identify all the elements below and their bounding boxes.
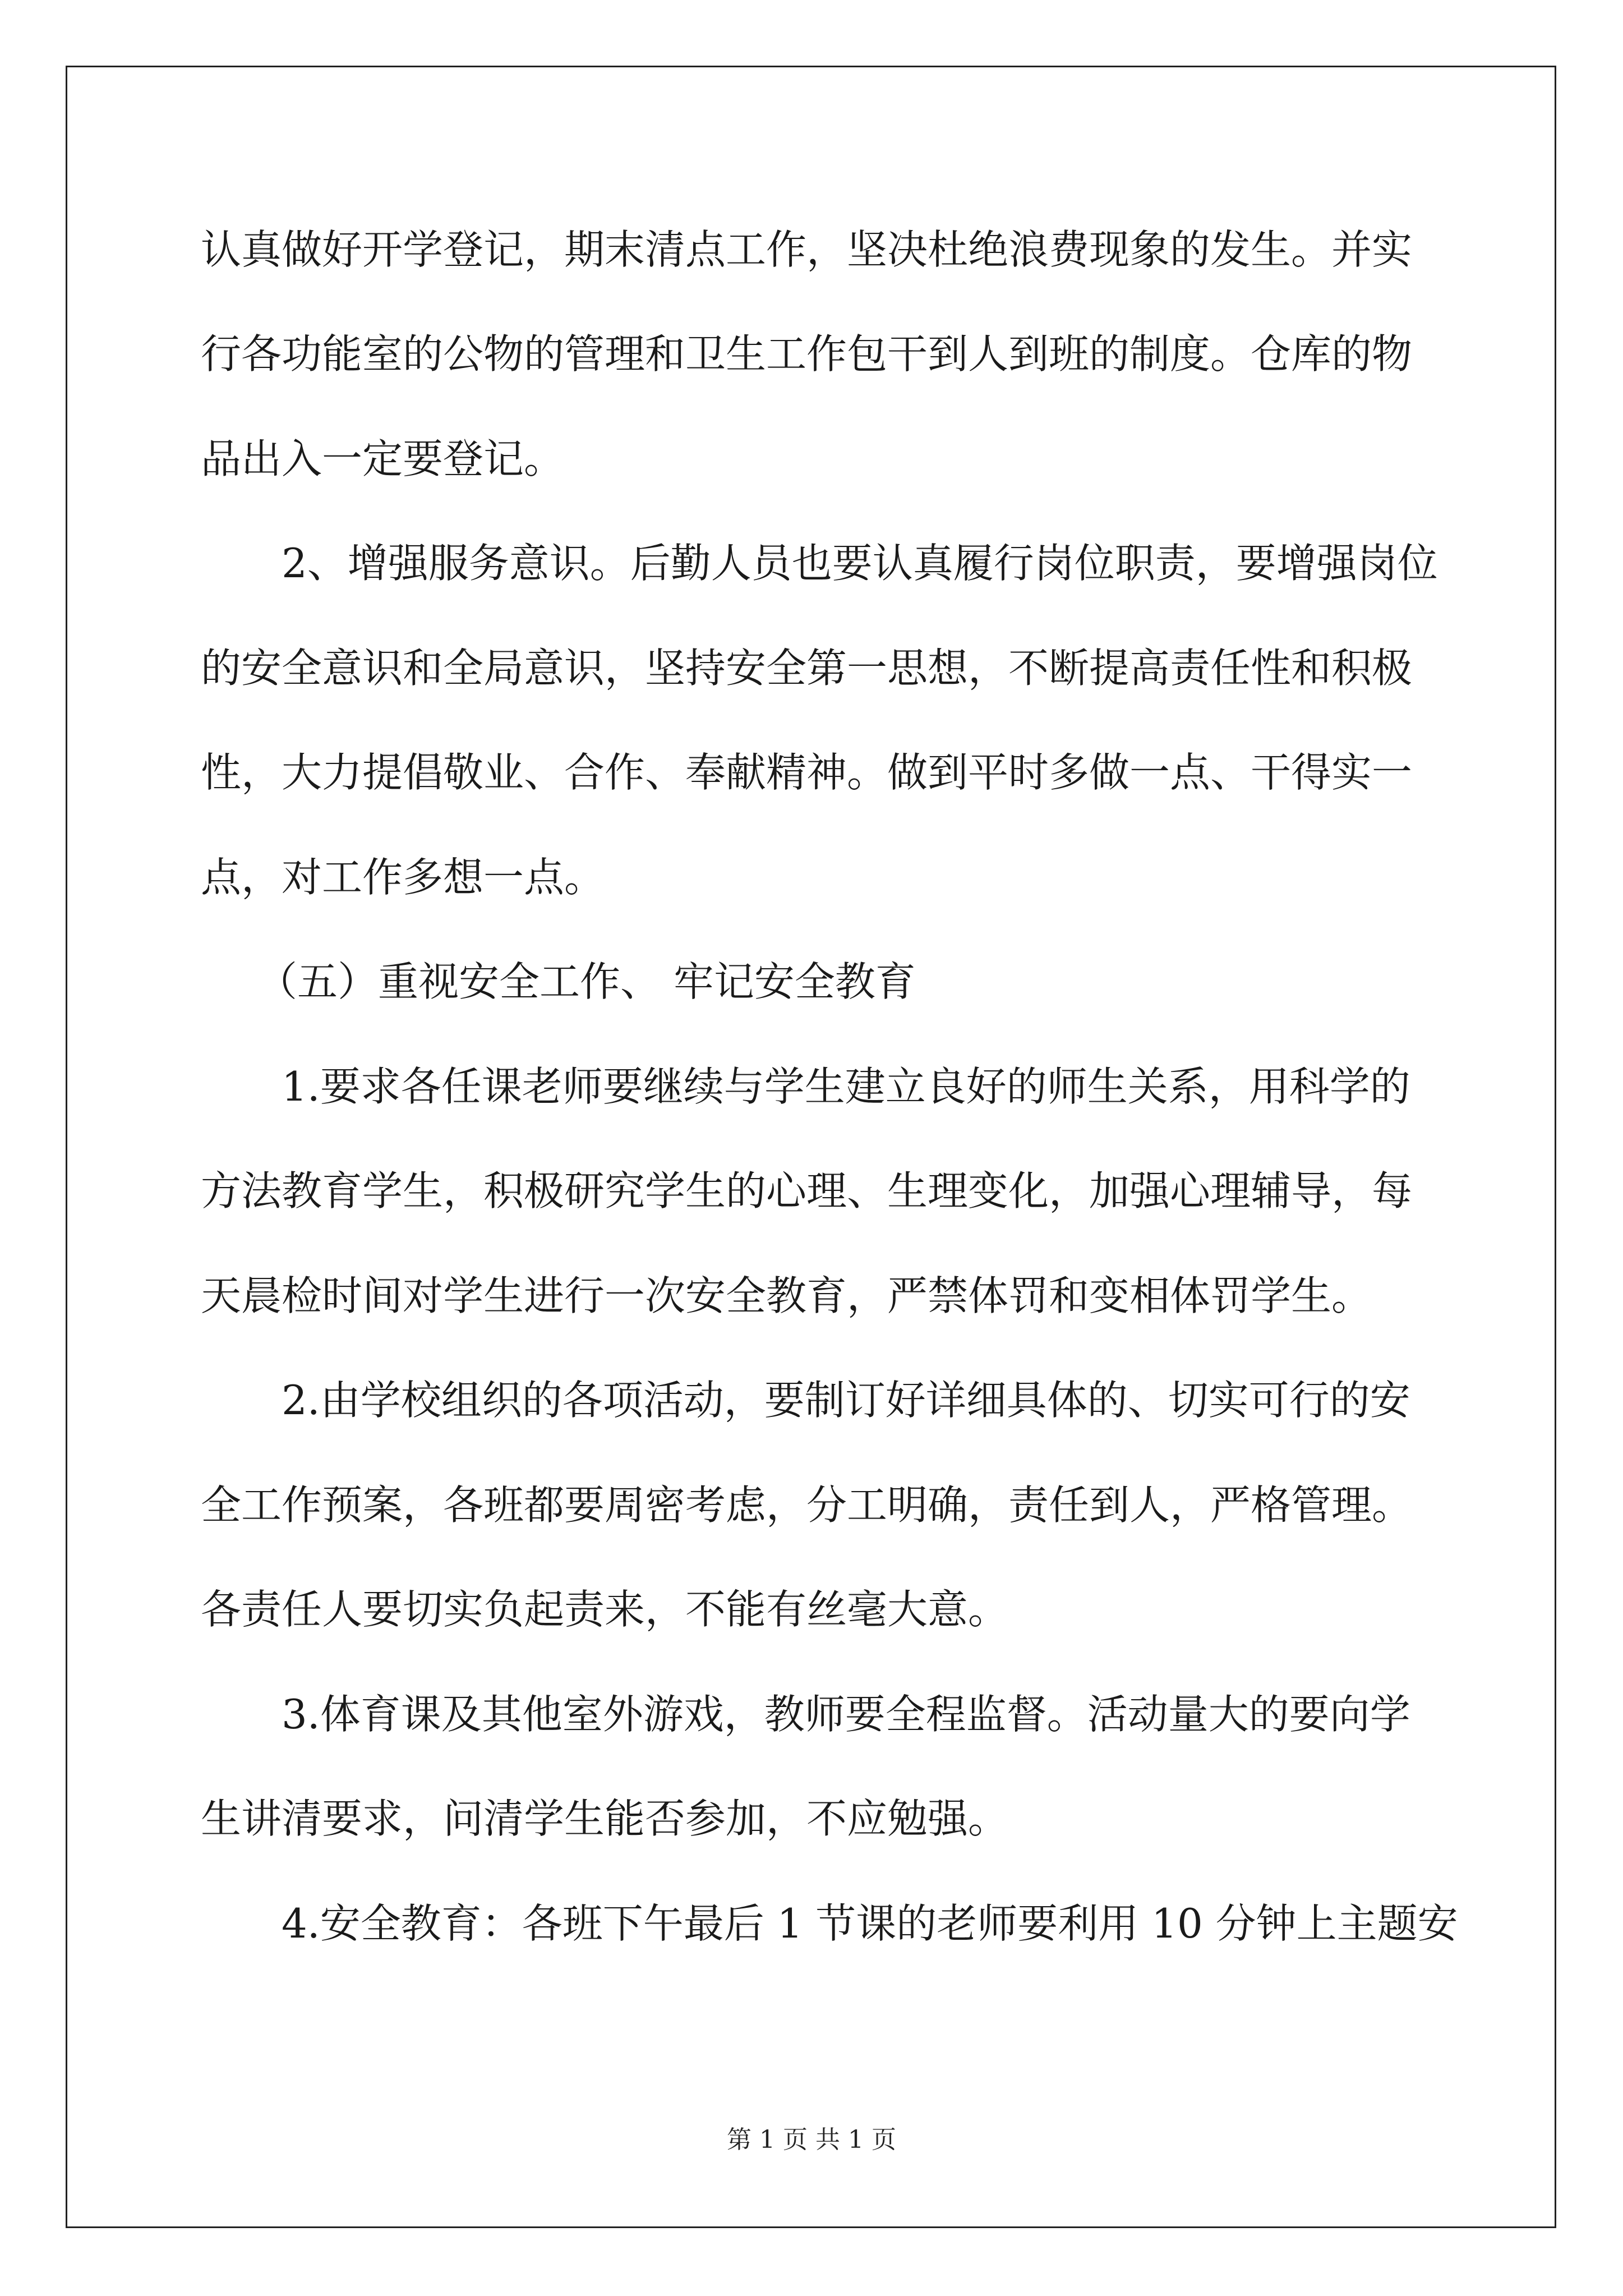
- text-line: 的安全意识和全局意识，坚持安全第一思想，不断提高责任性和积极: [201, 645, 1413, 692]
- text-line: 各责任人要切实负起责来，不能有丝毫大意。: [201, 1586, 1009, 1633]
- text-line: 品出入一定要登记。: [201, 435, 565, 482]
- text-line: 点，对工作多想一点。: [201, 854, 605, 901]
- text-line: 1.要求各任课老师要继续与学生建立良好的师生关系，用科学的: [282, 1063, 1410, 1110]
- text-line: 方法教育学生，积极研究学生的心理、生理变化，加强心理辅导，每: [201, 1167, 1413, 1214]
- text-line: 2.由学校组织的各项活动，要制订好详细具体的、切实可行的安: [282, 1377, 1410, 1424]
- text-line: 3.体育课及其他室外游戏，教师要全程监督。活动量大的要向学: [282, 1691, 1410, 1738]
- text-line: 认真做好开学登记，期末清点工作，坚决杜绝浪费现象的发生。并实: [201, 226, 1413, 273]
- text-line: 行各功能室的公物的管理和卫生工作包干到人到班的制度。仓库的物: [201, 330, 1413, 378]
- section-heading: （五）重视安全工作、 牢记安全教育: [257, 958, 916, 1005]
- text-line: 天晨检时间对学生进行一次安全教育，严禁体罚和变相体罚学生。: [201, 1272, 1372, 1319]
- text-line: 2、增强服务意识。后勤人员也要认真履行岗位职责，要增强岗位: [282, 540, 1438, 587]
- text-line: 生讲清要求，问清学生能否参加，不应勉强。: [201, 1795, 1009, 1842]
- text-line: 性，大力提倡敬业、合作、奉献精神。做到平时多做一点、干得实一: [201, 749, 1413, 796]
- text-line: 4.安全教育：各班下午最后 1 节课的老师要利用 10 分钟上主题安: [282, 1900, 1458, 1947]
- text-line: 全工作预案，各班都要周密考虑，分工明确，责任到人，严格管理。: [201, 1481, 1413, 1529]
- page-footer: 第 1 页 共 1 页: [727, 2125, 896, 2154]
